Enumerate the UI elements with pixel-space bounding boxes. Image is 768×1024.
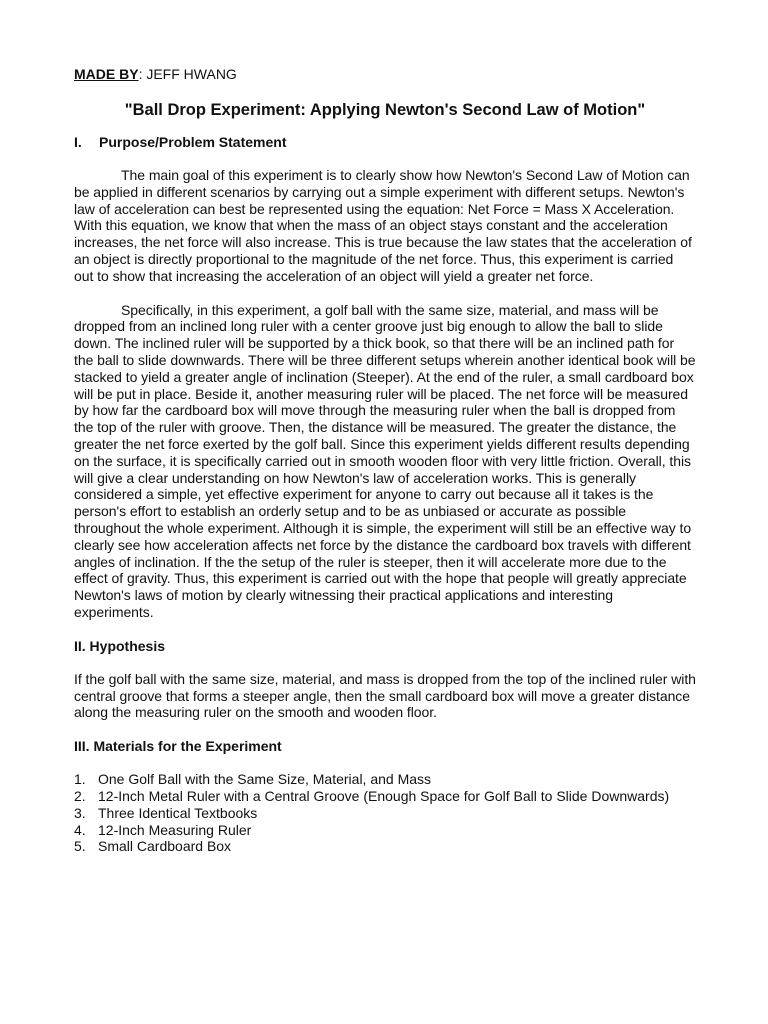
- author-name: : JEFF HWANG: [138, 66, 237, 82]
- list-item-number: 4.: [74, 821, 86, 838]
- hypothesis-paragraph: If the golf ball with the same size, material, and mass is dropped from the top of the inclined ruler with central groove that forms a steeper angle, then the small cardboard box will move a greater distance along the measuring ruler on the smooth and wooden floor.: [74, 670, 696, 721]
- materials-list: [74, 771, 696, 855]
- list-item-number: 1.: [74, 771, 86, 788]
- document-body: [74, 66, 696, 855]
- list-item: [74, 805, 696, 822]
- list-item-text: Small Cardboard Box: [98, 838, 232, 855]
- made-by-label: MADE BY: [74, 66, 139, 82]
- list-item-number: 3.: [74, 804, 86, 821]
- section-heading-hypothesis: II. Hypothesis: [74, 637, 166, 654]
- list-item: [74, 771, 696, 788]
- list-item-text: 12-Inch Metal Ruler with a Central Groove (Enough Space for Golf Ball to Slide Downwards): [98, 787, 670, 804]
- section-heading-materials: III. Materials for the Experiment: [74, 738, 282, 755]
- list-item-number: 2.: [74, 787, 86, 804]
- section-number: I.: [74, 134, 82, 150]
- section-heading-purpose: [74, 134, 696, 150]
- list-item-text: Three Identical Textbooks: [98, 804, 258, 821]
- list-item: [74, 788, 696, 805]
- purpose-paragraph-1: The main goal of this experiment is to clearly show how Newton's Second Law of Motion can be applied in different scenarios by carrying out a simple experiment with different setups. Newton's law of acceleration can best be represented using the equation: Net Force = Mass X Acceleration. With this equation, we know that when the mass of an object stays constant and the acceleration increases, the net force will also increase. This is true because the law states that the acceleration of an object is directly proportional to the magnitude of the net force. Thus, this experiment is carried out to show that increasing the acceleration of an object will yield a greater net force.: [74, 167, 692, 284]
- list-item: [74, 838, 696, 855]
- author-line: [74, 66, 696, 82]
- list-item-text: One Golf Ball with the Same Size, Material, and Mass: [98, 771, 432, 788]
- list-item-text: 12-Inch Measuring Ruler: [98, 821, 252, 838]
- document-title: "Ball Drop Experiment: Applying Newton's Second Law of Motion": [124, 101, 646, 119]
- section-title: Purpose/Problem Statement: [99, 134, 287, 150]
- purpose-paragraph-2: Specifically, in this experiment, a golf ball with the same size, material, and mass will be dropped from an inclined long ruler with a center groove just big enough to allow the ball to slide down. The inclined ruler will be supported by a thick book, so that there will be an inclined path for the ball to slide downwards. There will be three different setups wherein another identical book will be stacked to yield a greater angle of inclination (Steeper). At the end of the ruler, a small cardboard box will be put in place. Beside it, another measuring ruler will be placed. The net force will be measured by how far the cardboard box will move through the measuring ruler when the ball is dropped from the top of the ruler with groove. Then, the distance will be measured. The greater the distance, the greater the net force exerted by the golf ball. Since this experiment yields different results depending on the surface, it is specifically carried out in smooth wooden floor with very little friction. Overall, this will give a clear understanding on how Newton's law of acceleration works. This is generally considered a simple, yet effective experiment for anyone to carry out because all it takes is the person's effort to establish an orderly setup and to be as unbiased or accurate as possible throughout the whole experiment. Although it is simple, the experiment will still be an effective way to clearly see how acceleration affects net force by the distance the cardboard box travels with different angles of inclination. If the the setup of the ruler is steeper, then it will accelerate more due to the effect of gravity. Thus, this experiment is carried out with the hope that people will greatly appreciate Newton's laws of motion by clearly witnessing their practical applications and interesting experiments.: [74, 301, 696, 620]
- list-item: [74, 822, 696, 839]
- list-item-number: 5.: [74, 838, 86, 855]
